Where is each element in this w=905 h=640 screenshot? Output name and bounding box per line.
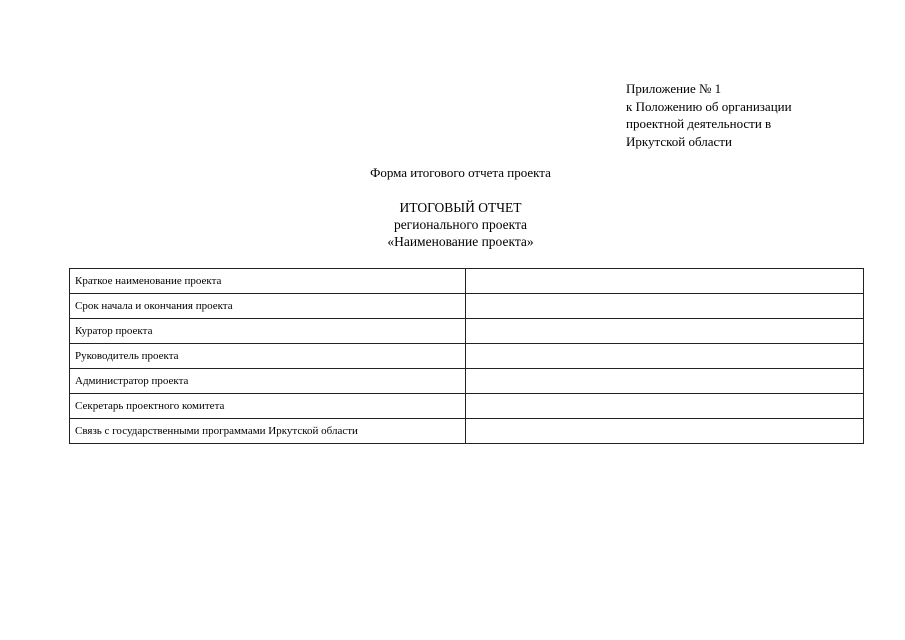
- appendix-line-region: Иркутской области: [626, 133, 732, 149]
- report-heading: [0, 199, 905, 250]
- row-label-curator: Куратор проекта: [70, 319, 466, 344]
- table-row: [70, 269, 864, 294]
- row-value-manager[interactable]: [465, 344, 863, 369]
- table-row: [70, 369, 864, 394]
- row-label-manager: Руководитель проекта: [70, 344, 466, 369]
- table-row: [70, 319, 864, 344]
- appendix-line-activity: проектной деятельности в: [626, 116, 772, 131]
- row-label-state-programs: Связь с государственными программами Иркутской области: [70, 419, 466, 444]
- report-project-name: «Наименование проекта»: [387, 234, 534, 249]
- appendix-line-regulation: к Положению об организации: [626, 98, 792, 114]
- row-label-short-name: Краткое наименование проекта: [70, 269, 466, 294]
- form-title: Форма итогового отчета проекта: [370, 165, 551, 180]
- report-subtitle: регионального проекта: [393, 217, 528, 232]
- appendix-line-number: Приложение № 1: [626, 81, 722, 96]
- report-table: [69, 268, 864, 444]
- row-label-secretary: Секретарь проектного комитета: [70, 394, 466, 419]
- row-label-administrator: Администратор проекта: [70, 369, 466, 394]
- table-row: [70, 419, 864, 444]
- row-value-secretary[interactable]: [465, 394, 863, 419]
- report-title: ИТОГОВЫЙ ОТЧЕТ: [399, 200, 522, 215]
- row-value-short-name[interactable]: [465, 269, 863, 294]
- table-row: [70, 294, 864, 319]
- row-value-curator[interactable]: [465, 319, 863, 344]
- table-row: [70, 394, 864, 419]
- row-value-administrator[interactable]: [465, 369, 863, 394]
- row-value-dates[interactable]: [465, 294, 863, 319]
- row-value-state-programs[interactable]: [465, 419, 863, 444]
- appendix-note: [626, 80, 896, 150]
- table-row: [70, 344, 864, 369]
- row-label-dates: Срок начала и окончания проекта: [70, 294, 466, 319]
